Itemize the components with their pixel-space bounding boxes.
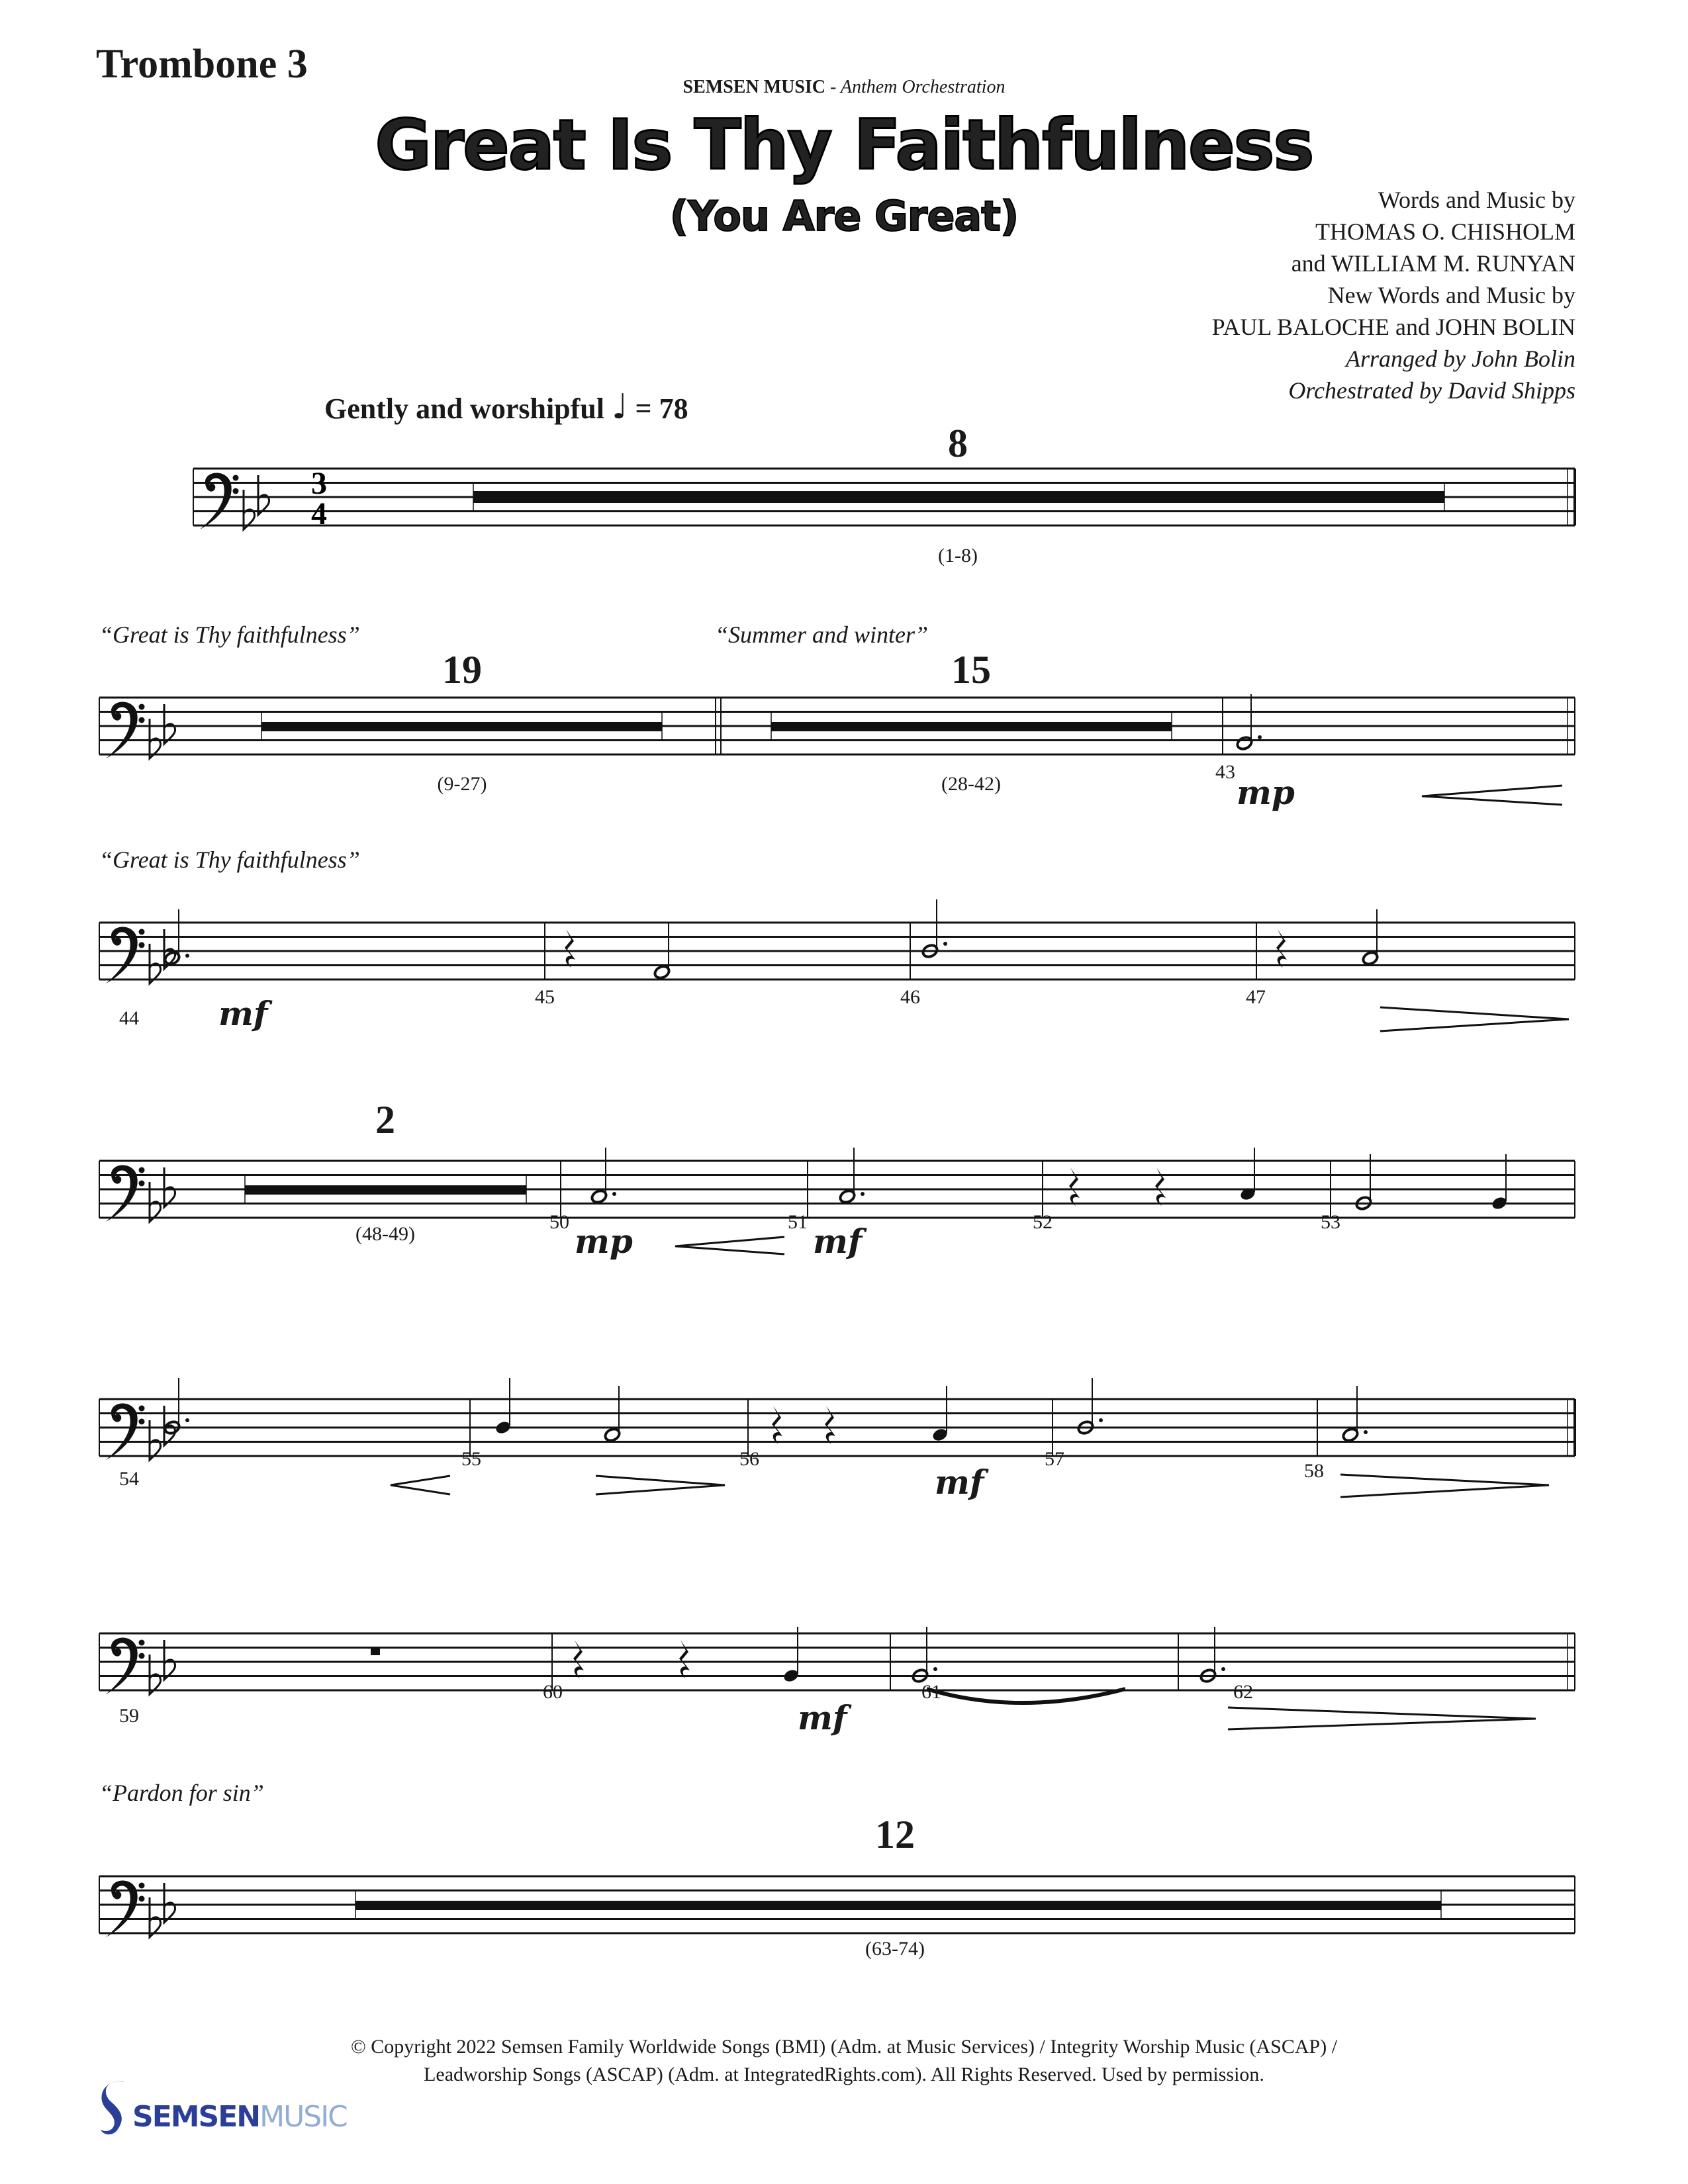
half-rest-icon: [371, 1648, 380, 1655]
measure-number: 62: [1233, 1681, 1253, 1703]
measure-range: (48-49): [355, 1223, 415, 1245]
svg-text:3: 3: [311, 466, 327, 501]
multirest-count: 15: [951, 648, 991, 692]
measure-range: (1-8): [938, 545, 978, 567]
measure-number: 51: [788, 1211, 808, 1233]
quarter-note-icon: ♩: [611, 387, 628, 427]
measure-number: 61: [921, 1681, 941, 1703]
system-2: [99, 694, 1575, 758]
copyright-line: Leadworship Songs (ASCAP) (Adm. at IntegratedRights.com). All Rights Reserved. Used by permission.: [424, 2064, 1264, 2085]
credit-line: PAUL BALOCHE and JOHN BOLIN: [1211, 314, 1575, 340]
system-4: [99, 1148, 1575, 1222]
dynamic-mf: mf: [798, 1698, 847, 1737]
measure-number: 43: [1215, 761, 1235, 783]
multirest-count: 12: [875, 1813, 915, 1856]
system-7: [99, 1876, 1575, 1937]
tempo-value: = 78: [635, 392, 688, 425]
logo-primary-text: SEMSEN: [132, 2100, 260, 2134]
dynamic-mp: mp: [575, 1222, 633, 1261]
system-6: [99, 1627, 1575, 1703]
dynamic-mp: mp: [1237, 773, 1295, 812]
system-1: [193, 466, 1575, 531]
system-3: [99, 899, 1575, 983]
semsen-music-logo: [99, 2078, 347, 2138]
measure-number: 53: [1321, 1211, 1340, 1233]
multirest-count: 2: [375, 1098, 395, 1142]
credit-line-arranger: Arranged by John Bolin: [1346, 345, 1575, 372]
measure-number: 60: [543, 1681, 563, 1703]
measure-number: 59: [119, 1705, 139, 1727]
copyright-line: © Copyright 2022 Semsen Family Worldwide Songs (BMI) (Adm. at Music Services) / Integrity Worship Music (ASCAP) /: [350, 2036, 1338, 2058]
measure-number: 54: [119, 1468, 139, 1490]
dynamic-mf: mf: [218, 994, 268, 1033]
measure-number: 46: [900, 986, 920, 1008]
measure-range: (63-74): [865, 1938, 925, 1960]
semsen-s-logo-icon: [99, 2078, 132, 2138]
measure-number: 47: [1246, 986, 1266, 1008]
part-name: Trombone 3: [96, 42, 308, 87]
publisher-name: SEMSEN MUSIC: [682, 77, 826, 97]
cue-text: “Pardon for sin”: [99, 1780, 264, 1806]
cue-text: “Great is Thy faithfulness”: [99, 846, 360, 873]
measure-range: (9-27): [437, 773, 487, 795]
publisher-suffix: - Anthem Orchestration: [825, 77, 1006, 97]
decrescendo-hairpin: [1340, 1475, 1549, 1497]
cue-text: “Great is Thy faithfulness”: [99, 621, 360, 648]
tempo-text: Gently and worshipful: [324, 392, 604, 425]
song-title: Great Is Thy Faithfulness: [375, 105, 1313, 185]
credit-line: Words and Music by: [1378, 187, 1575, 213]
crescendo-hairpin: [1422, 786, 1562, 805]
credit-line-orchestrator: Orchestrated by David Shipps: [1288, 377, 1575, 404]
credit-line: THOMAS O. CHISHOLM: [1315, 218, 1575, 245]
measure-number: 44: [119, 1007, 139, 1029]
decrescendo-hairpin: [1228, 1707, 1536, 1729]
credit-line: and WILLIAM M. RUNYAN: [1291, 250, 1575, 277]
measure-number: 52: [1033, 1211, 1053, 1233]
dynamic-mf: mf: [813, 1222, 863, 1261]
measure-range: (28-42): [941, 773, 1001, 795]
multirest-count: 19: [442, 648, 482, 692]
credit-line: New Words and Music by: [1327, 282, 1575, 308]
crescendo-hairpin: [391, 1476, 450, 1494]
svg-text:4: 4: [311, 496, 327, 531]
dynamic-mf: mf: [935, 1463, 984, 1502]
song-subtitle: (You Are Great): [669, 192, 1019, 240]
measure-number: 56: [739, 1448, 759, 1470]
hairpins: [391, 786, 1569, 1729]
multirest-count: 8: [948, 422, 968, 465]
measure-number: 58: [1304, 1460, 1324, 1482]
crescendo-hairpin: [675, 1237, 784, 1254]
measure-number: 50: [549, 1211, 569, 1233]
measure-number: 45: [535, 986, 555, 1008]
decrescendo-hairpin: [596, 1476, 725, 1494]
decrescendo-hairpin: [1380, 1007, 1569, 1031]
logo-secondary-text: MUSIC: [259, 2100, 347, 2134]
measure-number: 55: [461, 1448, 481, 1470]
system-5: [99, 1378, 1575, 1460]
measure-number: 57: [1045, 1448, 1064, 1470]
cue-text: “Summer and winter”: [715, 621, 929, 648]
